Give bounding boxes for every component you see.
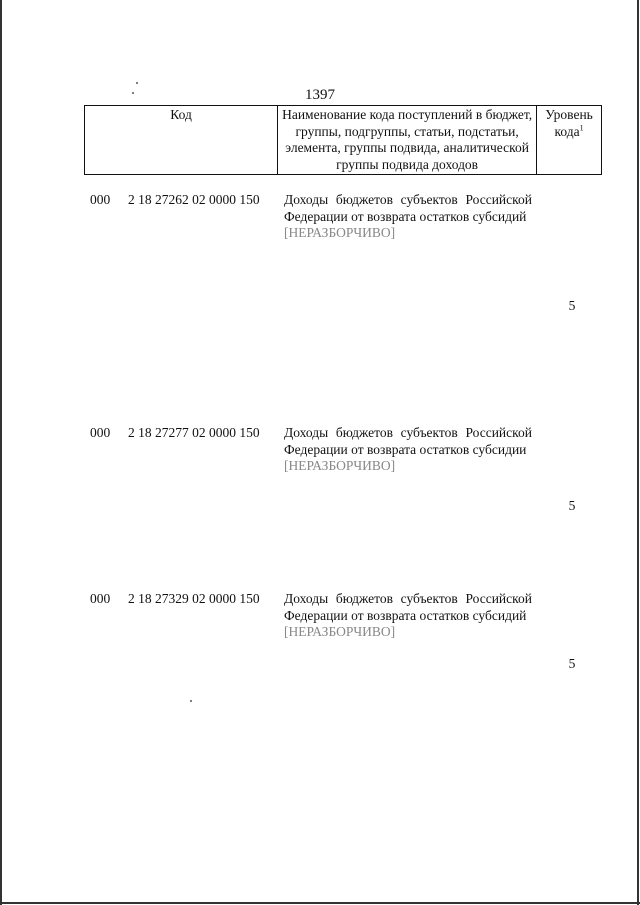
row-admin-code: 000 xyxy=(90,425,111,440)
row-description xyxy=(284,591,532,641)
row-code: 2 18 27277 02 0000 150 xyxy=(128,425,260,440)
row-level: 5 xyxy=(568,498,576,513)
scan-edge-left xyxy=(0,0,2,905)
row-code: 2 18 27262 02 0000 150 xyxy=(128,192,260,207)
row-description-text: Доходы бюджетов субъектов Российской Федерации от возврата остатков субсидий xyxy=(284,192,532,224)
row-level: 5 xyxy=(568,656,576,671)
row-admin-code: 000 xyxy=(90,192,111,207)
row-level: 5 xyxy=(568,298,576,313)
header-level xyxy=(537,106,602,175)
scan-speck xyxy=(136,82,138,84)
row-code: 2 18 27329 02 0000 150 xyxy=(128,591,260,606)
scan-edge-right xyxy=(637,0,639,905)
row-description-illegible: [НЕРАЗБОРЧИВО] xyxy=(284,225,396,241)
row-description-text: Доходы бюджетов субъектов Российской Федерации от возврата остатков субсидий xyxy=(284,591,532,623)
scan-edge-bottom xyxy=(0,902,640,904)
row-admin-code: 000 xyxy=(90,591,111,606)
scan-speck xyxy=(190,700,192,702)
table-header xyxy=(84,105,602,175)
header-code: Код xyxy=(85,106,278,175)
header-level-line2: кода xyxy=(554,123,580,139)
header-level-footnote: 1 xyxy=(579,123,584,132)
header-name: Наименование кода поступлений в бюджет, группы, подгруппы, статьи, подстатьи, элемента, группы подвида, аналитической группы подвида доходов xyxy=(278,106,537,175)
row-description-illegible: [НЕРАЗБОРЧИВО] xyxy=(284,458,396,474)
row-description-illegible: [НЕРАЗБОРЧИВО] xyxy=(284,624,396,640)
row-description xyxy=(284,425,532,475)
page-number: 1397 xyxy=(305,87,335,103)
header-level-line1: Уровень xyxy=(545,107,593,122)
row-description xyxy=(284,192,532,242)
row-description-text: Доходы бюджетов субъектов Российской Федерации от возврата остатков субсидии xyxy=(284,425,532,457)
